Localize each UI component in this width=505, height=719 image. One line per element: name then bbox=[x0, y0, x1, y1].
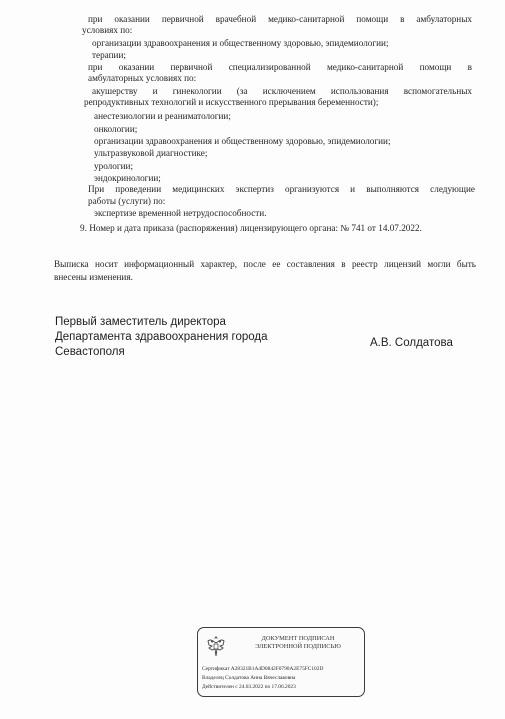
text-line: организации здравоохранения и общественному здоровью, эпидемиологии; bbox=[94, 136, 391, 146]
stamp-owner: Владелец Солдатова Анна Вячеславовна bbox=[202, 675, 296, 681]
text-line: при оказании первичной врачебной медико-санитарной помощи в амбулаторных bbox=[88, 14, 472, 24]
stamp-header: ЭЛЕКТРОННОЙ ПОДПИСЬЮ bbox=[255, 643, 341, 650]
text-line: анестезиологии и реаниматологии; bbox=[94, 111, 231, 121]
text-line: эндокринологии; bbox=[94, 173, 161, 183]
text-line: условиях по: bbox=[82, 25, 133, 35]
stamp-validity: Действителен с 24.03.2022 по 17.06.2023 bbox=[202, 684, 296, 690]
text-line: ультразвуковой диагностике; bbox=[94, 148, 208, 158]
text-line: работы (услуги) по: bbox=[88, 196, 166, 206]
text-line: терапии; bbox=[92, 50, 126, 60]
text-line: экспертизе временной нетрудоспособности. bbox=[94, 208, 267, 218]
signatory-title: Севастополя bbox=[55, 346, 125, 358]
text-line: организации здравоохранения и общественному здоровью, эпидемиологии; bbox=[92, 38, 389, 48]
text-line: репродуктивных технологий и искусственного прерывания беременности); bbox=[84, 97, 379, 107]
text-line: Выписка носит информационный характер, после ее составления в реестр лицензий могли быть bbox=[54, 259, 476, 269]
text-line: при оказании первичной специализированной медико-санитарной помощи в bbox=[88, 62, 472, 72]
text-line: амбулаторных условиях по: bbox=[88, 73, 197, 83]
text-line: онкологии; bbox=[94, 124, 138, 134]
text-line: При проведении медицинских экспертиз организуются и выполняются следующие bbox=[88, 184, 475, 194]
text-line: внесены изменения. bbox=[54, 272, 133, 282]
signatory-title: Первый заместитель директора bbox=[55, 316, 226, 328]
stamp-header: ДОКУМЕНТ ПОДПИСАН bbox=[261, 635, 335, 642]
text-line: урологии; bbox=[94, 161, 133, 171]
electronic-signature-stamp bbox=[197, 627, 365, 697]
signatory-name: А.В. Солдатова bbox=[370, 337, 453, 349]
coat-of-arms-icon bbox=[204, 634, 228, 660]
text-line: 9. Номер и дата приказа (распоряжения) лицензирующего органа: № 741 от 14.07.2022. bbox=[80, 223, 422, 233]
stamp-certificate: Сертификат A28321B1A4D0842F0790A2E75FC102D bbox=[202, 666, 324, 672]
text-line: акушерству и гинекологии (за исключением использования вспомогательных bbox=[92, 86, 472, 96]
signatory-title: Департамента здравоохранения города bbox=[55, 331, 268, 343]
